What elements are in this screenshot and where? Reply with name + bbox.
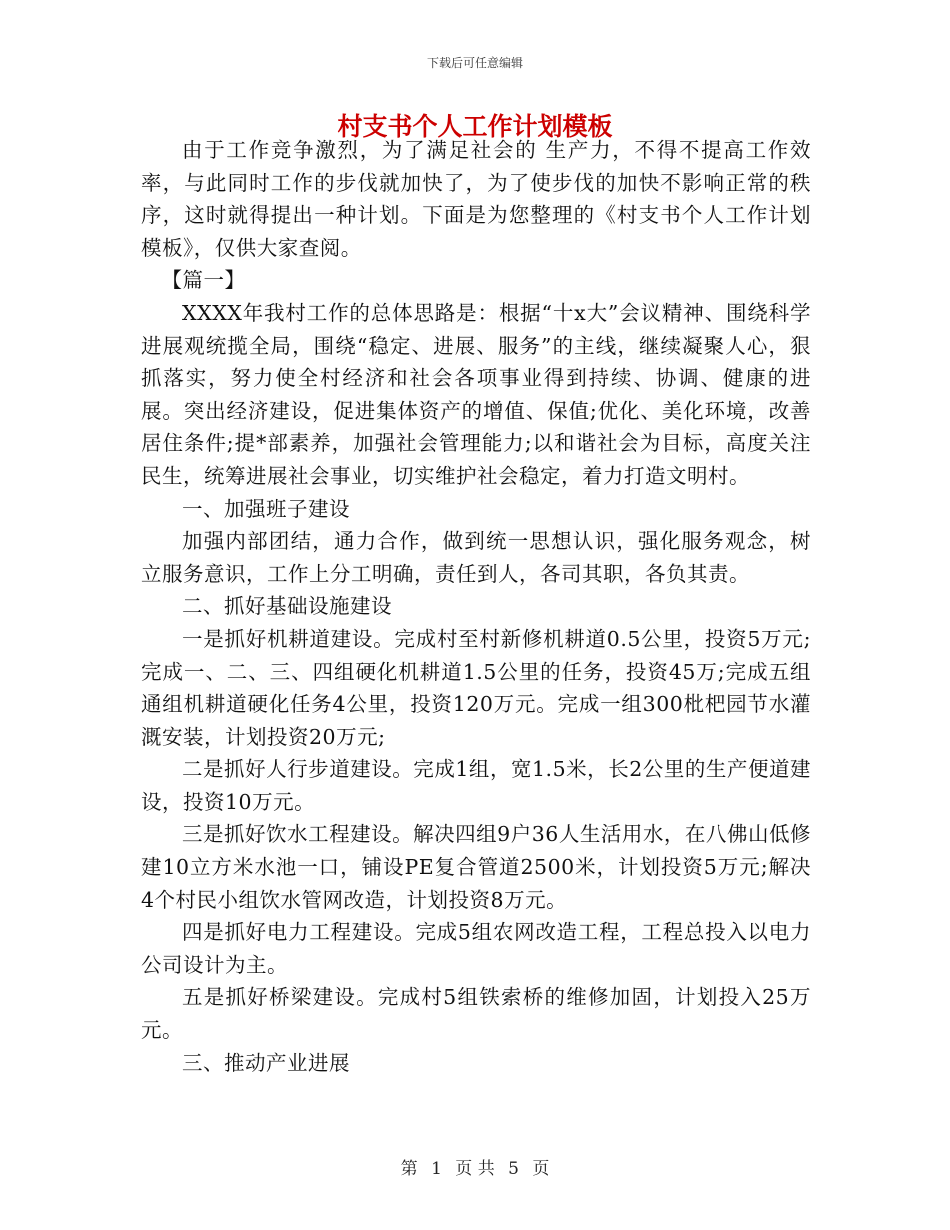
body-paragraph: 五是抓好桥梁建设。完成村5组铁索桥的维修加固，计划投入25万元。 [141, 985, 811, 1043]
document-title: 村支书个人工作计划模板 [337, 112, 613, 141]
section-heading: 一、加强班子建设 [182, 496, 350, 521]
body-paragraph: 加强内部团结，通力合作，做到统一思想认识，强化服务观念，树立服务意识，工作上分工明确，责任到人，各司其职，各负其责。 [141, 529, 811, 586]
body-paragraph: XXXX年我村工作的总体思路是：根据“十x大”会议精神、围绕科学进展观统揽全局，围绕“稳定、进展、服务”的主线，继续凝聚人心，狠抓落实，努力使全村经济和社会各项事业得到持续、协调、健康的进展。突出经济建设，促进集体资产的增值、保值;优化、美化环境，改善居住条件;提*部素养，加强社会管理能力;以和谐社会为目标，高度关注民生，统筹进展社会事业，切实维护社会稳定，着力打造文明村。 [141, 300, 811, 488]
section-marker: 【篇一】 [161, 268, 246, 293]
page-total: 5 [508, 1159, 519, 1179]
body-paragraph: 二是抓好人行步道建设。完成1组，宽1.5米，长2公里的生产便道建设，投资10万元。 [141, 757, 811, 814]
section-heading: 三、推动产业进展 [182, 1050, 350, 1075]
body-paragraph: 三是抓好饮水工程建设。解决四组9户36人生活用水，在八佛山低修建10立方米水池一口，铺设PE复合管道2500米，计划投资5万元;解决4个村民小组饮水管网改造，计划投资8万元。 [141, 822, 811, 912]
body-paragraph: 四是抓好电力工程建设。完成5组农网改造工程，工程总投入以电力公司设计为主。 [141, 920, 811, 977]
document-body [141, 134, 811, 1079]
page-label-mid: 页 共 [455, 1159, 495, 1179]
page-footer [0, 1154, 950, 1179]
page-number: 1 [431, 1159, 442, 1179]
body-paragraph: 一是抓好机耕道建设。完成村至村新修机耕道0.5公里，投资5万元;完成一、二、三、四组硬化机耕道1.5公里的任务，投资45万;完成五组通组机耕道硬化任务4公里，投资120万元。完成一组300枇杷园节水灌溉安装，计划投资20万元; [141, 626, 811, 749]
intro-paragraph: 由于工作竞争激烈，为了满足社会的 生产力，不得不提高工作效率，与此同时工作的步伐就加快了，为了使步伐的加快不影响正常的秩序，这时就得提出一种计划。下面是为您整理的《村支书个人工作计划模板》，仅供大家查阅。 [141, 138, 811, 260]
page-label-post: 页 [532, 1159, 550, 1179]
header-note: 下载后可任意编辑 [426, 56, 523, 70]
section-heading: 二、抓好基础设施建设 [182, 594, 392, 619]
page-label-pre: 第 [400, 1159, 418, 1179]
